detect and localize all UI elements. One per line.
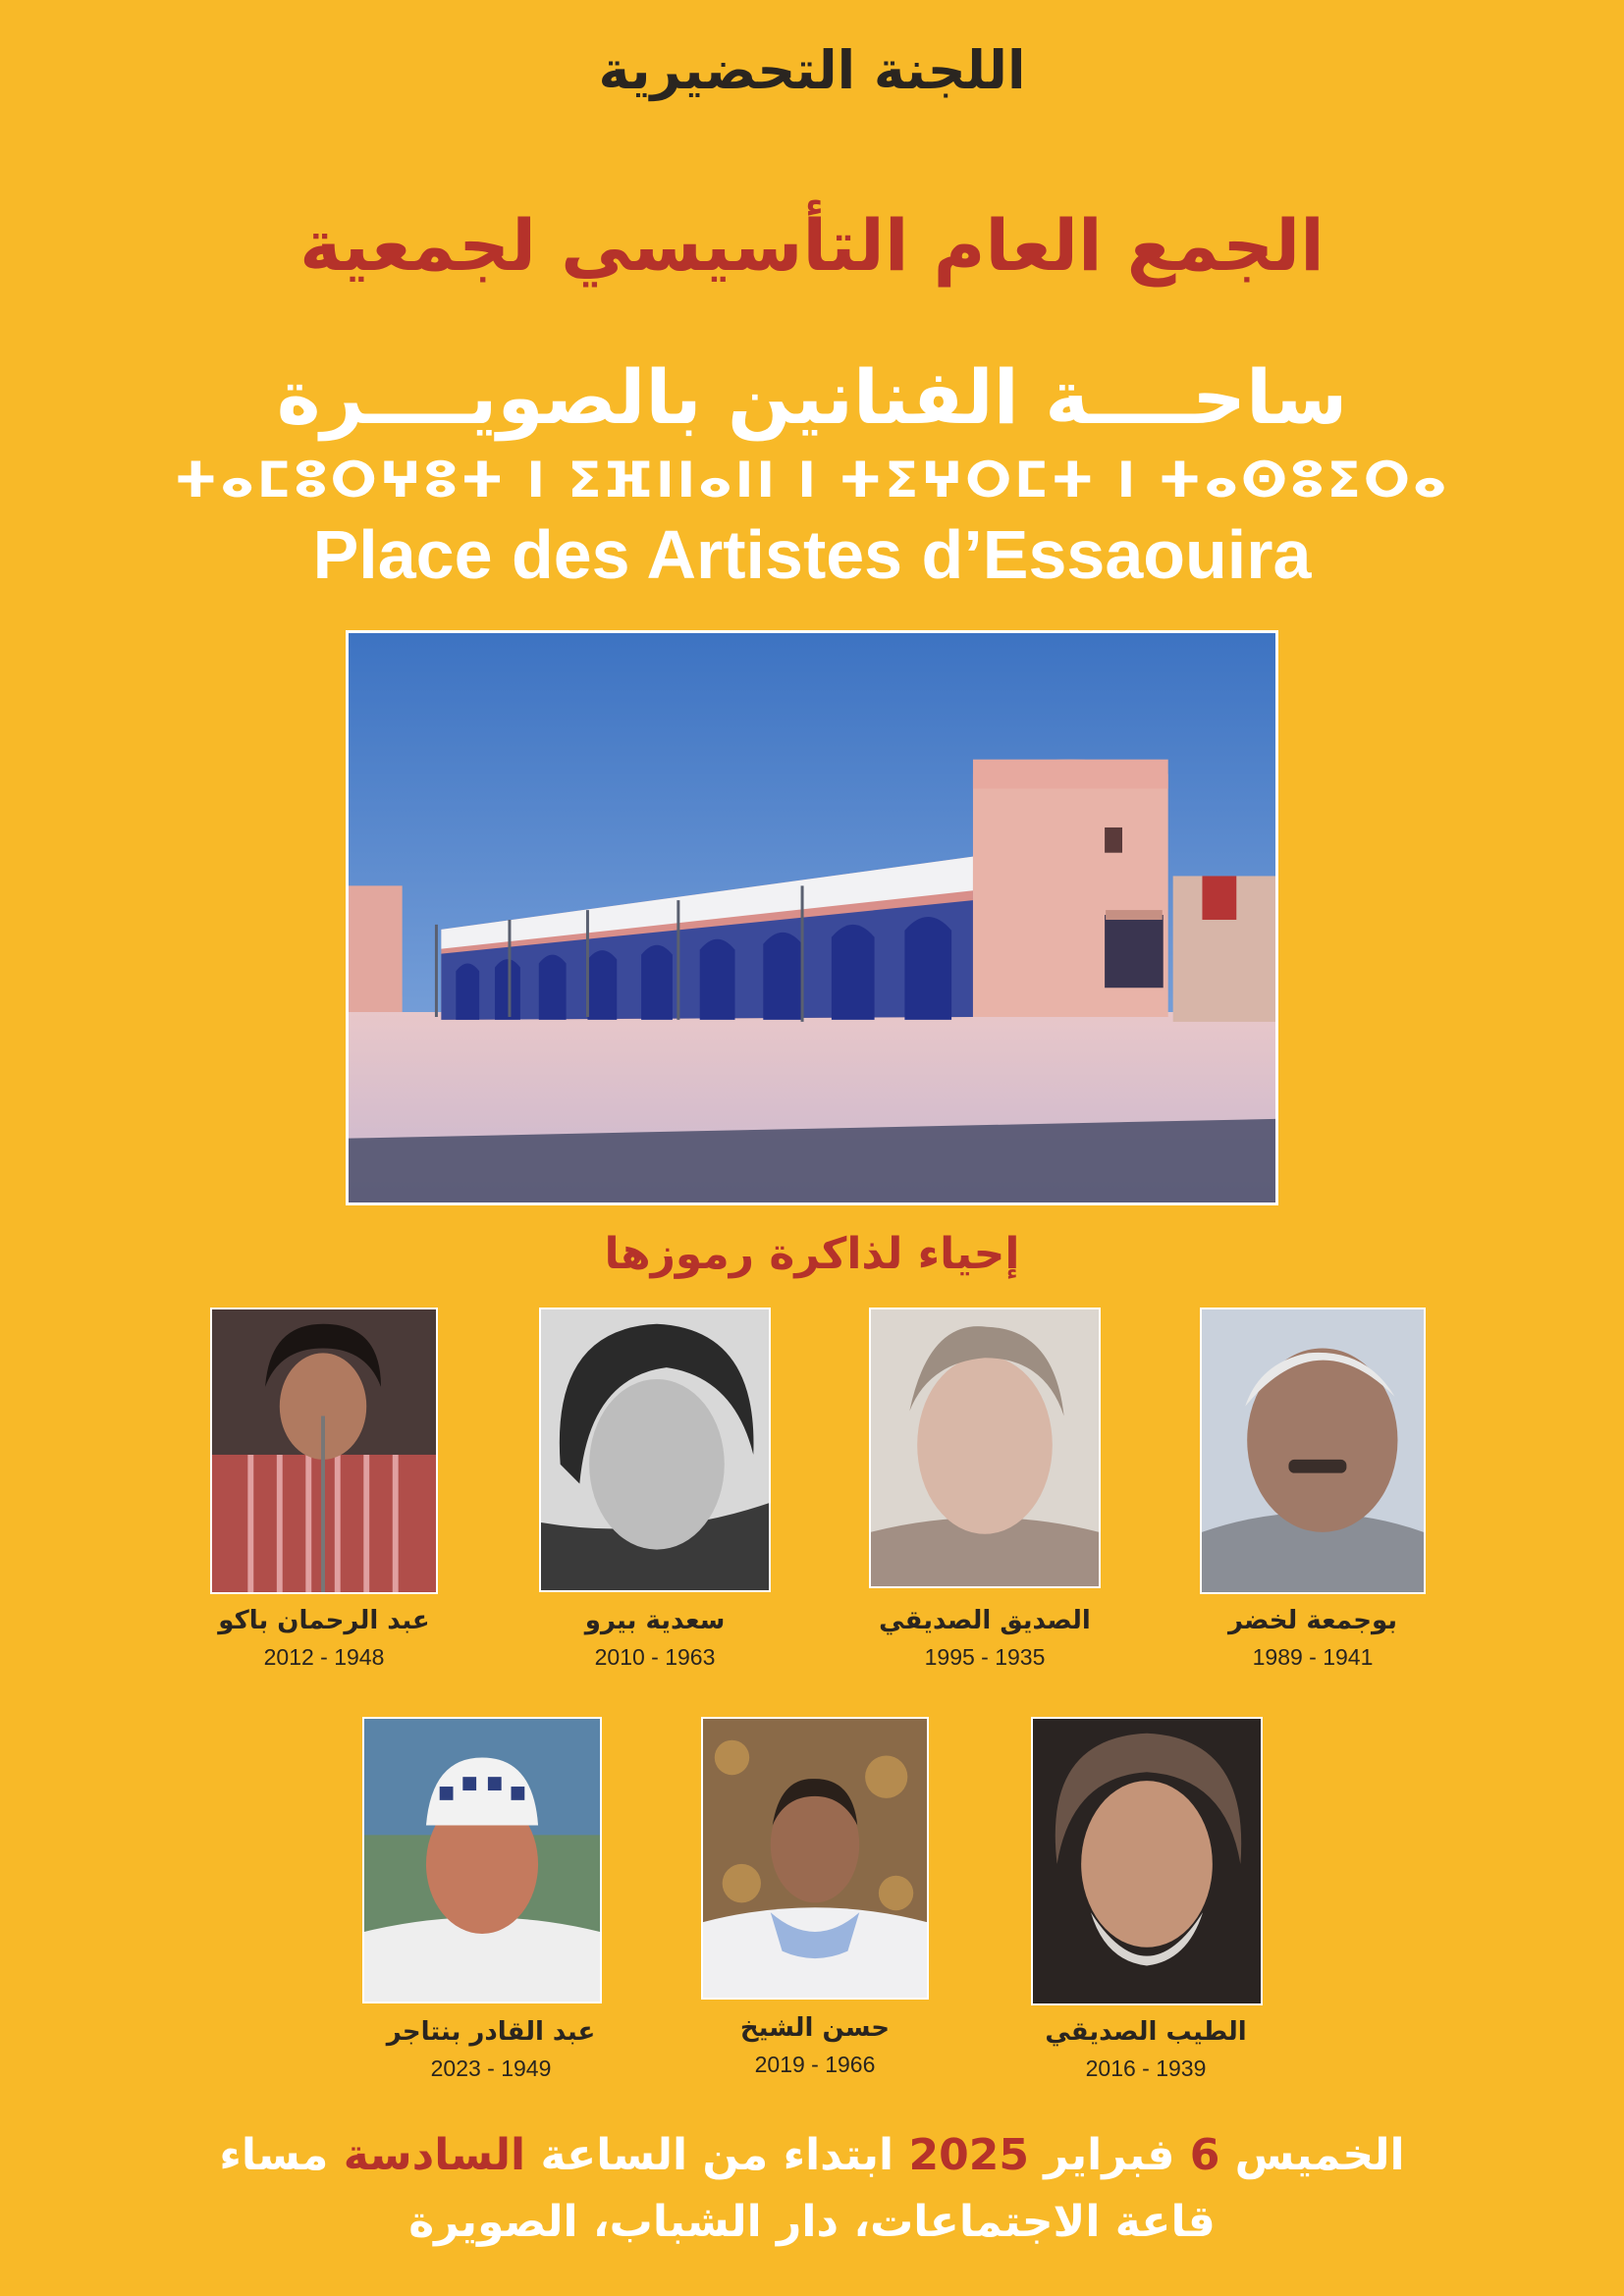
artist-years: 1989 - 1941 [1252, 1644, 1374, 1670]
portrait-boujemaa-lakhdar [1200, 1308, 1426, 1594]
association-name-french: Place des Artistes d’Essaouira [312, 516, 1312, 593]
committee-title: اللجنة التحضيرية [598, 39, 1026, 101]
artist-years: 2019 - 1966 [754, 2052, 876, 2077]
artist-years: 2023 - 1949 [430, 2056, 552, 2081]
artist-years: 1995 - 1935 [924, 1644, 1046, 1670]
assembly-title: الجمع العام التأسيسي لجمعية [299, 204, 1325, 287]
artist-years: 2012 - 1948 [263, 1644, 385, 1670]
association-name-tifinagh: ⵜⴰⵎⵓⵔⵖⵓⵜ ⵏ ⵉⴼⵏⵏⴰⵏⵏ ⵏ ⵜⵉⵖⵔⵎⵜ ⵏ ⵜⴰⵙⵓⵉⵔⴰ [174, 452, 1450, 508]
artist-name: عبد القادر بنتاجر [386, 2017, 596, 2047]
event-datetime: الخميس 6 فبراير 2025 ابتداء من الساعة السادسة مساء [219, 2130, 1405, 2180]
artist-name: الطيب الصديقي [1045, 2017, 1247, 2047]
artist-name: سعدية بيرو [584, 1606, 726, 1635]
association-name-arabic: ساحــــة الفنانين بالصويــــرة [276, 353, 1348, 441]
subtitle-revive: إحياء لذاكرة رموزها [604, 1229, 1020, 1279]
portrait-hassan-cheikh [701, 1717, 929, 2000]
portrait-tayeb-seddiqi [1031, 1717, 1263, 2005]
square-photo [346, 630, 1278, 1205]
artist-name: حسن الشيخ [739, 2013, 891, 2043]
artist-years: 2016 - 1939 [1085, 2056, 1207, 2081]
portrait-abderrahmane-paco [210, 1308, 438, 1594]
portrait-saadia-bairo [539, 1308, 771, 1592]
portrait-abdelkader-bentajer [362, 1717, 602, 2003]
artist-name: بوجمعة لخضر [1227, 1606, 1398, 1635]
portrait-seddiq-seddiqi [869, 1308, 1101, 1588]
artist-name: عبد الرحمان باكو [218, 1606, 430, 1635]
artist-name: الصديق الصديقي [879, 1606, 1091, 1635]
event-venue: قاعة الاجتماعات، دار الشباب، الصويرة [408, 2197, 1216, 2247]
artist-years: 2010 - 1963 [594, 1644, 716, 1670]
